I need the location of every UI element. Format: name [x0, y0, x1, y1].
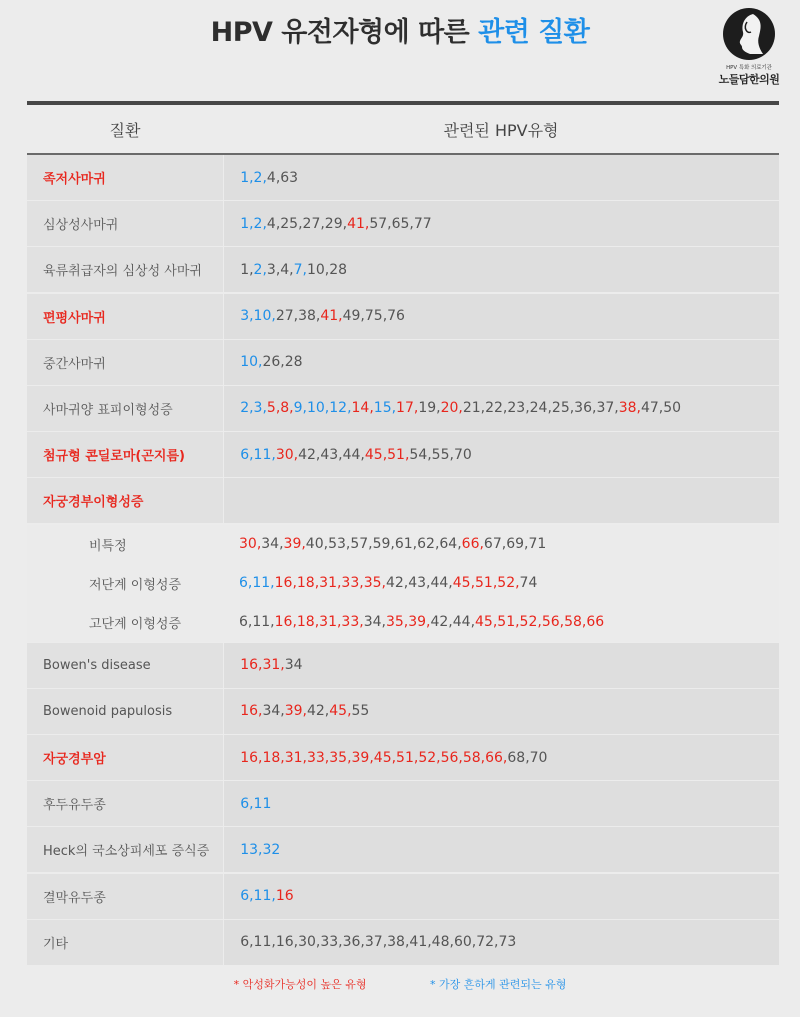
hpv-types — [223, 525, 779, 564]
hpv-type: 42, — [298, 446, 321, 463]
hpv-type: 45, — [329, 703, 352, 720]
hpv-type: 16, — [275, 934, 299, 951]
hpv-types — [224, 294, 779, 339]
table-row — [27, 201, 779, 246]
hpv-type: 45, — [475, 614, 498, 630]
hpv-type: 51, — [396, 749, 419, 766]
table-row — [27, 432, 779, 477]
hpv-types — [224, 781, 779, 826]
hpv-type: 45, — [373, 749, 397, 766]
table-row — [27, 340, 779, 385]
hpv-type: 6, — [239, 575, 253, 591]
hpv-type: 26, — [262, 354, 285, 371]
hpv-type: 64, — [439, 536, 462, 552]
hpv-type: 8, — [280, 400, 294, 417]
hpv-type: 66, — [485, 749, 508, 766]
note-high-risk: * 악성화가능성이 높은 유형 — [233, 978, 367, 991]
hpv-type: 40, — [305, 536, 329, 552]
hpv-type: 39, — [283, 536, 306, 552]
hpv-type: 25, — [280, 215, 303, 232]
hpv-type: 27, — [275, 308, 299, 325]
hpv-type: 57, — [369, 215, 392, 232]
hpv-type: 7, — [293, 261, 307, 278]
title-accent: 관련 질환 — [478, 17, 590, 48]
table-row — [27, 920, 779, 965]
hpv-types — [224, 432, 779, 477]
hpv-type: 22, — [485, 400, 508, 417]
hpv-type: 41, — [320, 308, 343, 325]
hpv-type: 48, — [431, 934, 454, 951]
hpv-type: 30, — [275, 446, 299, 463]
hpv-type: 34 — [284, 657, 303, 674]
disease-name: 비특정 — [27, 525, 223, 564]
table-row — [27, 827, 779, 872]
hpv-type: 66, — [461, 536, 484, 552]
table-row — [27, 643, 779, 688]
table-row — [27, 781, 779, 826]
table-subrow — [27, 564, 779, 603]
hpv-type: 27, — [302, 215, 325, 232]
hpv-type: 33, — [341, 614, 364, 630]
hpv-types — [223, 603, 779, 642]
hpv-type: 45, — [452, 575, 476, 591]
disease-name: 심상성사마귀 — [27, 201, 223, 246]
disease-name: 후두유두종 — [27, 781, 223, 826]
hpv-type: 61, — [394, 536, 418, 552]
hpv-type: 25, — [551, 400, 575, 417]
table-body-more — [27, 643, 779, 965]
hpv-types — [223, 564, 779, 603]
hpv-types — [224, 340, 779, 385]
hpv-type: 39, — [284, 703, 307, 720]
hpv-type: 74 — [519, 575, 538, 591]
hpv-type: 1, — [240, 261, 254, 278]
hpv-type: 3, — [240, 308, 254, 325]
hpv-type: 52, — [497, 575, 520, 591]
hpv-type: 35, — [329, 749, 352, 766]
hpv-type: 3, — [266, 261, 281, 278]
hpv-type: 16, — [240, 749, 263, 766]
hpv-type: 55 — [351, 703, 370, 720]
hpv-type: 34, — [262, 703, 285, 720]
hpv-type: 54, — [409, 446, 432, 463]
hpv-type: 15, — [373, 400, 397, 417]
hpv-type: 18, — [296, 614, 320, 630]
hpv-type: 11, — [253, 934, 276, 951]
hpv-type: 77 — [413, 215, 432, 232]
hpv-type: 55, — [431, 446, 454, 463]
legend-notes — [0, 976, 800, 992]
hpv-type: 44, — [430, 575, 453, 591]
hpv-type: 65, — [391, 215, 414, 232]
logo-subtitle: HPV 특화 의료기관 — [726, 64, 772, 71]
header — [0, 0, 800, 100]
hpv-type: 47, — [640, 400, 664, 417]
hpv-type: 75, — [364, 308, 388, 325]
hpv-types — [224, 247, 779, 292]
hpv-type: 50 — [663, 400, 682, 417]
hpv-type: 59, — [372, 536, 395, 552]
hpv-type: 11, — [253, 888, 276, 905]
hpv-type: 5, — [266, 400, 281, 417]
hpv-types — [224, 155, 779, 200]
hpv-type: 37, — [596, 400, 619, 417]
hpv-type: 16, — [240, 657, 263, 674]
hpv-type: 66 — [586, 614, 605, 630]
disease-name: 결막유두종 — [27, 874, 223, 919]
hpv-type: 32 — [262, 841, 281, 858]
hpv-type: 2, — [253, 261, 267, 278]
face-silhouette-icon — [723, 8, 775, 60]
hpv-type: 52, — [519, 614, 542, 630]
hpv-type: 58, — [564, 614, 587, 630]
hpv-type: 12, — [329, 400, 352, 417]
hpv-type: 17, — [396, 400, 419, 417]
disease-name: 자궁경부이형성증 — [27, 478, 223, 523]
hpv-types — [224, 735, 779, 780]
hpv-type: 38, — [618, 400, 641, 417]
col-header-hpv-types: 관련된 HPV유형 — [443, 120, 559, 140]
hpv-type: 11 — [253, 795, 272, 812]
hpv-type: 63 — [280, 169, 299, 186]
hpv-type: 35, — [363, 575, 386, 591]
hpv-type: 6, — [240, 795, 254, 812]
hpv-type: 1, — [240, 215, 254, 232]
table-row — [27, 874, 779, 919]
hpv-types — [224, 827, 779, 872]
hpv-type: 57, — [350, 536, 373, 552]
disease-name: 기타 — [27, 920, 223, 965]
hpv-type: 29, — [324, 215, 348, 232]
disease-name: 저단계 이형성증 — [27, 564, 223, 603]
hpv-type: 30, — [239, 536, 262, 552]
hpv-type: 72, — [476, 934, 499, 951]
disease-name: Bowen's disease — [27, 643, 223, 688]
hpv-type: 68, — [507, 749, 530, 766]
hpv-type: 41, — [409, 934, 432, 951]
hpv-type: 71 — [528, 536, 547, 552]
hpv-type: 45, — [364, 446, 388, 463]
hpv-type: 18, — [262, 749, 285, 766]
table-row — [27, 386, 779, 431]
hpv-type: 67, — [483, 536, 507, 552]
hpv-type: 62, — [417, 536, 440, 552]
hpv-type: 11, — [252, 614, 275, 630]
table-subrow — [27, 603, 779, 642]
hpv-type: 56, — [440, 749, 463, 766]
hpv-type: 4, — [266, 169, 281, 186]
hpv-type: 4, — [280, 261, 294, 278]
hpv-type: 10, — [306, 261, 330, 278]
hpv-type: 10, — [240, 354, 263, 371]
disease-name: 중간사마귀 — [27, 340, 223, 385]
table-subrow — [27, 525, 779, 564]
hpv-type: 30, — [298, 934, 321, 951]
disease-name: 자궁경부암 — [27, 735, 223, 780]
hpv-type: 33, — [320, 934, 343, 951]
hpv-type: 16, — [274, 575, 297, 591]
hpv-type: 44, — [342, 446, 365, 463]
hpv-type: 51, — [497, 614, 520, 630]
hpv-type: 33, — [306, 749, 330, 766]
hpv-type: 56, — [541, 614, 565, 630]
hpv-type: 49, — [342, 308, 365, 325]
hpv-type: 28 — [329, 261, 348, 278]
hpv-type: 73 — [498, 934, 517, 951]
hpv-type: 10, — [306, 400, 330, 417]
disease-name: 족저사마귀 — [27, 155, 223, 200]
hpv-type: 69, — [506, 536, 529, 552]
hpv-type: 2, — [253, 215, 267, 232]
hpv-type: 6, — [240, 446, 254, 463]
hpv-type: 70 — [529, 749, 548, 766]
hpv-type: 16, — [240, 703, 263, 720]
disease-name: 첨규형 콘딜로마(곤지름) — [27, 432, 223, 477]
disease-name: 편평사마귀 — [27, 294, 223, 339]
hpv-type: 19, — [418, 400, 441, 417]
hpv-type: 31, — [262, 657, 285, 674]
table-header — [27, 101, 779, 155]
hpv-disease-table — [27, 101, 779, 966]
hpv-type: 53, — [328, 536, 351, 552]
hpv-type: 76 — [387, 308, 405, 325]
logo-name: 노들담한의원 — [718, 73, 780, 86]
hpv-type: 16 — [275, 888, 294, 905]
hpv-type: 6, — [240, 934, 254, 951]
hpv-types — [224, 478, 779, 523]
hpv-type: 39, — [408, 614, 431, 630]
hpv-type: 37, — [364, 934, 388, 951]
table-body-main — [27, 155, 779, 523]
hpv-type: 21, — [462, 400, 486, 417]
table-body-dysplasia-subtypes — [27, 525, 779, 642]
hpv-type: 60, — [453, 934, 477, 951]
hpv-types — [224, 874, 779, 919]
table-row — [27, 294, 779, 339]
hpv-type: 42, — [306, 703, 330, 720]
hpv-types — [224, 920, 779, 965]
hpv-types — [224, 201, 779, 246]
hpv-type: 42, — [385, 575, 409, 591]
hpv-type: 44, — [452, 614, 476, 630]
hpv-type: 31, — [284, 749, 307, 766]
hpv-type: 18, — [296, 575, 320, 591]
hpv-type: 33, — [341, 575, 364, 591]
hpv-type: 6, — [239, 614, 253, 630]
hpv-type: 20, — [440, 400, 463, 417]
hpv-types — [224, 689, 779, 734]
hpv-type: 10, — [253, 308, 276, 325]
disease-name: Heck의 국소상피세포 증식증 — [27, 827, 223, 872]
hpv-type: 38, — [387, 934, 410, 951]
disease-name: Bowenoid papulosis — [27, 689, 223, 734]
hpv-type: 58, — [462, 749, 486, 766]
hpv-type: 36, — [574, 400, 597, 417]
hpv-type: 34, — [261, 536, 284, 552]
hpv-type: 51, — [387, 446, 410, 463]
hpv-type: 6, — [240, 888, 254, 905]
hpv-type: 24, — [529, 400, 552, 417]
hpv-type: 39, — [351, 749, 374, 766]
hpv-type: 52, — [418, 749, 441, 766]
hpv-type: 43, — [320, 446, 343, 463]
hpv-types — [224, 643, 779, 688]
disease-name: 고단계 이형성증 — [27, 603, 223, 642]
hpv-type: 42, — [430, 614, 453, 630]
hpv-type: 41, — [347, 215, 370, 232]
table-row — [27, 247, 779, 292]
disease-name: 사마귀양 표피이형성증 — [27, 386, 223, 431]
table-row — [27, 735, 779, 780]
page-title — [0, 10, 800, 49]
hpv-type: 13, — [240, 841, 263, 858]
disease-name: 육류취급자의 심상성 사마귀 — [27, 247, 223, 292]
hpv-type: 43, — [408, 575, 431, 591]
hpv-type: 28 — [284, 354, 303, 371]
hpv-type: 9, — [293, 400, 307, 417]
hpv-type: 31, — [319, 575, 342, 591]
hpv-type: 35, — [385, 614, 409, 630]
hpv-type: 3, — [253, 400, 267, 417]
hpv-types — [224, 386, 779, 431]
table-row — [27, 155, 779, 200]
col-header-disease: 질환 — [109, 120, 141, 140]
hpv-type: 14, — [351, 400, 374, 417]
hpv-type: 2, — [253, 169, 267, 186]
clinic-logo — [716, 8, 782, 87]
title-plain: HPV 유전자형에 따른 — [210, 17, 479, 48]
hpv-type: 23, — [507, 400, 530, 417]
hpv-type: 34, — [363, 614, 386, 630]
hpv-type: 70 — [453, 446, 472, 463]
table-row — [27, 478, 779, 523]
note-most-common: * 가장 흔하게 관련되는 유형 — [430, 978, 567, 991]
hpv-type: 36, — [342, 934, 365, 951]
hpv-type: 11, — [253, 446, 276, 463]
hpv-type: 31, — [319, 614, 342, 630]
hpv-type: 2, — [240, 400, 254, 417]
table-row — [27, 689, 779, 734]
hpv-type: 4, — [266, 215, 281, 232]
hpv-type: 1, — [240, 169, 254, 186]
hpv-type: 51, — [475, 575, 498, 591]
hpv-type: 11, — [252, 575, 275, 591]
hpv-type: 38, — [298, 308, 321, 325]
hpv-type: 16, — [274, 614, 297, 630]
